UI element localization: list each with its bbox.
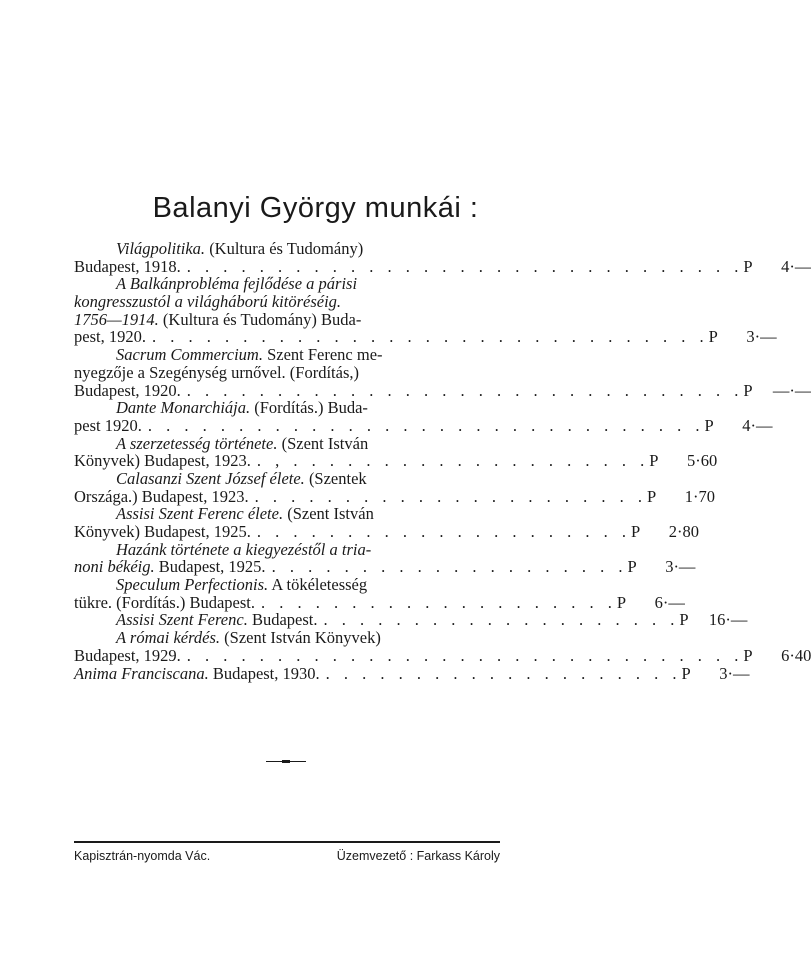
price: [647, 488, 715, 506]
work-entry-text: [116, 345, 383, 364]
price-amount: 3·—: [746, 327, 777, 347]
price-amount: 5·60: [687, 451, 718, 471]
price: [743, 382, 811, 400]
leader-dots: . . . . . . . . . . . . . . . . . . . . . . . . . . . . . . .: [147, 415, 705, 435]
work-entry-text: [74, 258, 181, 276]
leader-dots: . . . . . . . . . . . . . . . . . . . .: [271, 557, 628, 577]
leader-dots: . . . . . . . . . . . . . . . . . . . . . . . . . . . . . . .: [186, 645, 744, 665]
leader-dots: . . . . . . . . . . . . . . . . . . . .: [261, 592, 617, 612]
work-text: Budapest, 1925.: [154, 557, 266, 577]
work-entry: [74, 504, 700, 541]
price-currency: P: [627, 557, 637, 577]
work-entry-line: [74, 435, 498, 453]
work-entry-text: [116, 274, 357, 293]
work-entry-text: [74, 488, 249, 506]
work-entry-line: [74, 275, 498, 293]
work-text: A tökéletesség: [268, 575, 368, 595]
work-entry-line: [74, 629, 498, 647]
price-amount: 4·—: [781, 256, 811, 276]
work-entry: [74, 663, 750, 683]
price-currency: P: [708, 327, 718, 347]
page-title: Balanyi György munkái :: [152, 192, 479, 224]
price: [743, 258, 811, 276]
work-entry-line: [74, 576, 498, 594]
work-entry-text: [116, 504, 374, 523]
work-text: Országa.) Budapest, 1923.: [74, 486, 249, 506]
work-entry-price-line: [74, 522, 700, 541]
price-amount: 1·70: [684, 486, 715, 506]
work-entry-line: [74, 399, 498, 417]
work-entry-text: [116, 398, 368, 417]
work-text: pest 1920.: [74, 415, 142, 435]
price-currency: P: [704, 415, 714, 435]
work-entry-text: [74, 665, 320, 683]
work-entry-text: [116, 575, 367, 594]
work-title-italic: Speculum Perfectionis.: [116, 575, 269, 595]
colophon: [74, 849, 500, 863]
work-entry-text: [116, 540, 371, 559]
work-entry-text: [116, 239, 363, 258]
work-entry-price-line: [74, 486, 715, 506]
work-entry-text: [116, 434, 368, 453]
work-entry-line: [74, 293, 498, 311]
work-entry-price-line: [74, 327, 777, 347]
work-text: (Fordítás.) Buda-: [250, 398, 368, 418]
work-entry-text: [74, 558, 266, 576]
price-currency: P: [631, 522, 641, 541]
work-text: Könyvek) Budapest, 1925.: [74, 522, 251, 541]
price-amount: 2·80: [668, 522, 700, 541]
work-entry-price-line: [74, 663, 750, 683]
work-entry-price-line: [74, 380, 811, 400]
work-entry-line: [74, 470, 498, 488]
work-title-italic: Anima Franciscana.: [74, 663, 209, 683]
work-entry-text: [74, 523, 251, 541]
leader-dots: . . . . . . . . . . . . . . . . . . . .: [323, 610, 680, 630]
work-entry-text: [116, 469, 367, 488]
ornamental-divider: [266, 761, 306, 762]
price-amount: 3·—: [665, 557, 696, 577]
work-text: Szent Ferenc me-: [262, 345, 383, 365]
work-entry-text: [74, 417, 142, 435]
price-amount: 3·—: [719, 663, 750, 683]
work-text: Budapest, 1930.: [208, 663, 320, 683]
work-title-italic: A Balkánprobléma fejlődése a párisi: [116, 274, 358, 294]
work-entry: [74, 468, 715, 506]
price-currency: P: [679, 610, 689, 630]
work-text: Budapest, 1929.: [74, 645, 181, 665]
work-title-italic: Sacrum Commercium.: [116, 345, 263, 365]
work-entry-text: [74, 594, 255, 612]
work-entry-line: [74, 364, 498, 382]
work-title-italic: Assisi Szent Ferenc.: [116, 610, 248, 630]
work-title-italic: Hazánk története a kiegyezéstől a tria-: [116, 539, 372, 559]
price-amount: —·—: [772, 380, 811, 400]
work-title-italic: Calasanzi Szent József élete.: [116, 468, 305, 488]
work-entry-line: [74, 311, 498, 329]
manager-name: Üzemvezető : Farkass Károly: [336, 849, 500, 863]
work-entry-price-line: [74, 592, 685, 612]
price-currency: P: [681, 663, 691, 683]
work-entry-text: [74, 310, 361, 329]
work-entry: [74, 610, 748, 630]
work-entry-line: [74, 346, 498, 364]
work-entry: [74, 345, 811, 400]
work-title-italic: Assisi Szent Ferenc élete.: [116, 504, 284, 524]
work-entry-line: [74, 541, 498, 559]
work-entry: [74, 274, 777, 347]
work-entry-price-line: [74, 610, 748, 630]
work-entry: [74, 539, 696, 577]
work-entry-price-line: [74, 256, 811, 276]
work-entry-text: [74, 647, 181, 665]
work-entry-text: [74, 292, 341, 311]
price-currency: P: [743, 256, 753, 276]
work-text: (Szent István Könyvek): [220, 628, 381, 648]
leader-dots: . . . . . . . . . . . . . . . . . . . . . . . . . . . . . . .: [186, 256, 744, 276]
leader-dots: . . . . . . . . . . . . . . . . . . . . . .: [254, 486, 647, 506]
work-title-italic: 1756—1914.: [74, 309, 159, 329]
work-text: Budapest, 1920.: [74, 380, 181, 400]
work-entry-price-line: [74, 645, 811, 665]
work-text: nyegzője a Szegénység urnővel. (Fordítás,): [74, 362, 359, 382]
footer-rule: [74, 841, 500, 843]
work-text: (Szent István: [283, 504, 374, 524]
work-title-italic: Világpolitika.: [116, 239, 206, 258]
leader-dots: . , . . . . . . . . . . . . . . . . . . . .: [256, 451, 650, 471]
price: [631, 523, 699, 541]
work-entry-price-line: [74, 415, 773, 435]
work-entry: [74, 239, 811, 276]
work-entry-price-line: [74, 451, 718, 471]
price-amount: 6·—: [654, 592, 685, 612]
leader-dots: . . . . . . . . . . . . . . . . . . . . . . . . . . . . . . .: [151, 327, 709, 347]
work-entry-text: [74, 328, 146, 346]
price: [743, 647, 811, 665]
work-entry-text: [116, 611, 318, 629]
work-entry: [74, 433, 718, 471]
work-title-italic: noni békéig.: [74, 557, 155, 577]
price-currency: P: [743, 380, 753, 400]
work-title-italic: A római kérdés.: [116, 628, 221, 648]
work-title-italic: kongresszustól a világháború kitöréséig.: [74, 292, 342, 312]
price: [649, 452, 717, 470]
leader-dots: . . . . . . . . . . . . . . . . . . . . . . . . . . . . . . .: [186, 380, 744, 400]
work-title-italic: A szerzetesség története.: [116, 433, 278, 453]
work-text: (Kultura és Tudomány): [205, 239, 364, 258]
work-text: (Szent István: [277, 433, 369, 453]
leader-dots: . . . . . . . . . . . . . . . . . . . . .: [256, 522, 632, 541]
price-currency: P: [616, 592, 627, 612]
price: [627, 558, 695, 576]
work-text: pest, 1920.: [74, 327, 146, 347]
price-currency: P: [649, 451, 659, 471]
work-text: (Kultura és Tudomány) Buda-: [158, 309, 362, 329]
work-entry-price-line: [74, 557, 696, 577]
work-entry-text: [116, 628, 381, 647]
price: [682, 665, 750, 683]
work-text: Könyvek) Budapest, 1923.: [74, 451, 251, 471]
price: [704, 417, 772, 435]
price-currency: P: [743, 645, 753, 665]
price-currency: P: [646, 486, 657, 506]
work-text: tükre. (Fordítás.) Budapest.: [74, 592, 256, 612]
price-amount: 6·40: [781, 645, 811, 665]
work-entry-line: [74, 240, 498, 258]
work-text: (Szentek: [304, 468, 367, 488]
printer-name: Kapisztrán-nyomda Vác.: [74, 849, 211, 863]
work-entry: [74, 628, 811, 665]
work-title-italic: Dante Monarchiája.: [116, 398, 251, 418]
price: [617, 594, 685, 612]
work-text: Budapest.: [247, 610, 318, 630]
leader-dots: . . . . . . . . . . . . . . . . . . . .: [325, 663, 682, 683]
work-entry: [74, 575, 685, 612]
work-text: Budapest, 1918.: [74, 256, 181, 276]
work-entry-text: [74, 452, 251, 470]
work-entry: [74, 398, 773, 435]
work-entry-text: [74, 363, 359, 382]
works-list: [74, 239, 811, 683]
price-amount: 4·—: [742, 415, 773, 435]
price: [679, 611, 747, 629]
price: [709, 328, 777, 346]
price-amount: 16·—: [708, 610, 748, 630]
work-entry-line: [74, 505, 498, 523]
work-entry-text: [74, 382, 181, 400]
